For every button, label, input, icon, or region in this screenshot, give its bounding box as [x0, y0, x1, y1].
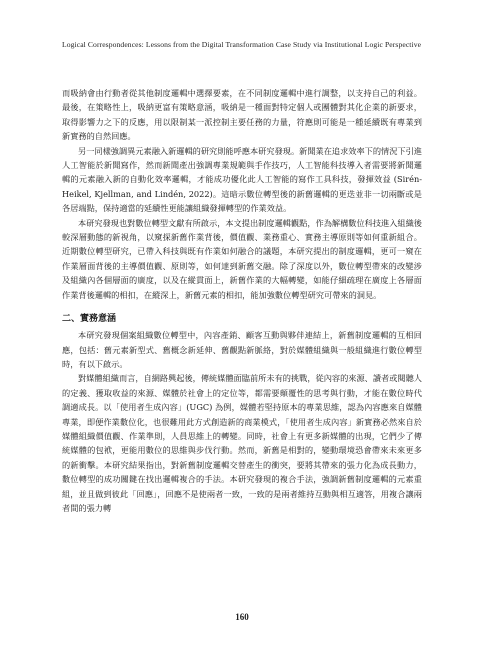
paragraph: 本研究發現也對數位轉型文獻有所啟示，本文提出制度邏輯觀點，作為解構數位科技進入組織後較深層動態的新視角，以窺探新舊作業背後，價值觀、業務重心、實務主導原則等如何重新組合。近期數位轉型研究，已帶入科技與既有作業如何融合的議題，本研究提出的制度邏輯，更可一窺在作業層面背後的主導價值觀、原則等，如何達到新舊交融。除了深度以外，數位轉型帶來的改變涉及組織內各個層面的廣度，以及在縱貫面上，新舊作業的大幅轉變，如能仔細疏理在廣度上各層面作業背後邏輯的相扣，在縱深上，新舊元素的相扣，能加強數位轉型研究可帶來的洞見。 [62, 217, 422, 300]
paragraph: 本研究發現個案組織數位轉型中，內容產銷、顧客互動與夥伴連結上，新舊制度邏輯的互相回應，包括：舊元素新型式、舊概念新延伸、舊觀點新脈絡，對於媒體組織與一般組織進行數位轉型時，有以下啟示。 [62, 330, 422, 369]
body-text [62, 86, 422, 515]
paragraph: 對媒體組織而言，自網路興起後，傳統媒體面臨前所未有的挑戰，從內容的來源、讀者或閱聽人的定義、獲取收益的來源、媒體於社會上的定位等，都需要顛覆性的思考與行動，才能在數位時代調適成長。以「使用者生成內容」(UGC) 為例，媒體若堅持原本的專業思維，認為內容應來自媒體專業，即便作業數位化，也很難用此方式創造新的商業模式，「使用者生成內容」新實務必然來自於媒體組織價值觀、作業準則，人員思維上的轉變。同時，社會上有更多新媒體的出現，它們少了傳統媒體的包袱，更能用數位的思維與步伐行動。然而，新舊是相對的，變動環境恐會帶來未來更多的新衝擊。本研究結果指出，對新舊制度邏輯交替產生的衝突，要將其帶來的張力化為成長動力，數位轉型的成功關鍵在找出邏輯複合的手法。本研究發現的複合手法，強調新舊制度邏輯的元素重組，並且做到彼此「回應」，回應不是使兩者一致，一致的是兩者維持互動與相互適答，用複合讓兩者間的張力轉 [62, 373, 422, 513]
paragraph-continuation: 而吸納會由行動者從其他制度邏輯中選擇要素，在不同制度邏輯中進行調整，以支持自己的利益。最後，在策略性上，吸納更富有策略意涵，吸納是一種面對特定個人或團體對其化企業的新要求，取得影響力之下的反應，用以限制某一派控制主要任務的力量，符應則可能是一種延續既有專業到新實務的自然回應。 [62, 88, 422, 142]
paragraph: 另一同樣強調異元素融入新邏輯的研究則能呼應本研究發現。新聞業在追求效率下的情況下引進人工智能於新聞寫作，然而新聞產出強調專業規範與手作技巧，人工智能科技導入者需要將新聞邏輯的元素融入新的自動化效率邏輯，才能成功優化此人工智能的寫作工具科技，發揮效益 (Sirén-Heikel, Kjellman, and Lindén, 2022)。這暗示數位轉型後的新舊邏輯的更迭並非一切兩斷或是各居端點，保持適當的延續性更能讓組織發揮轉型的作業效益。 [62, 145, 422, 214]
page-number: 160 [235, 612, 249, 622]
section-heading: 二、實務意涵 [62, 314, 117, 325]
running-header: Logical Correspondences: Lessons from the Digital Transformation Case Study via Institutional Logic Perspective [62, 40, 422, 49]
